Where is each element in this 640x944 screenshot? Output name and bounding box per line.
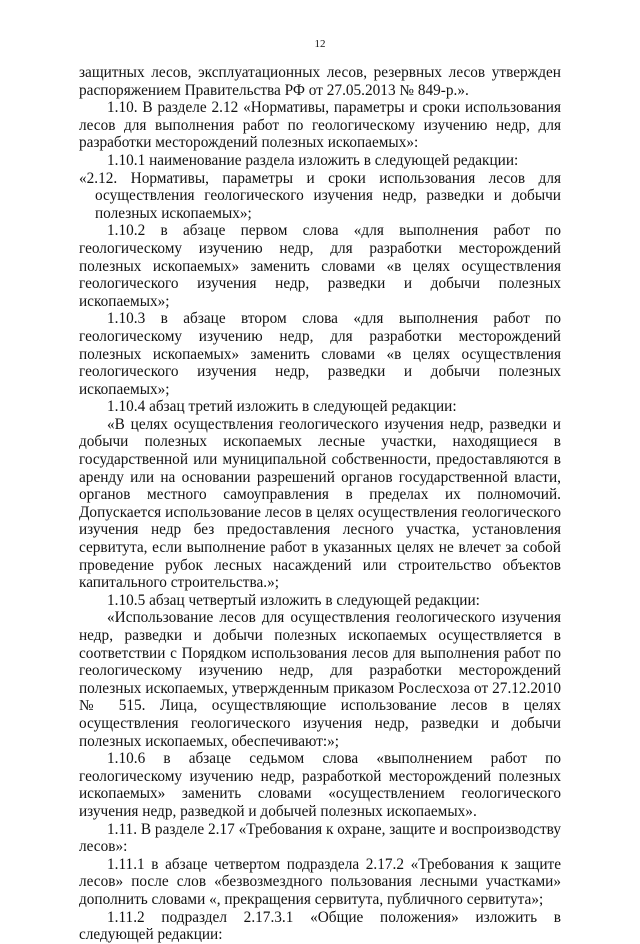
paragraph: 1.11.1 в абзаце четвертом подраздела 2.17.2 «Требования к защите лесов» после слов «безвозмездного пользования лесными участками» дополнить словами «, прекращения сервитута, публичного сервитута»;: [79, 855, 561, 908]
paragraph: 1.10.3 в абзаце втором слова «для выполнения работ по геологическому изучению недр, для разработки месторождений полезных ископаемых» заменить словами «в целях осуществления геологического изучения недр, разведки и добычи полезных ископаемых»;: [79, 310, 561, 398]
paragraph: «В целях осуществления геологического изучения недр, разведки и добычи полезных ископаемых лесные участки, находящиеся в государственной или муниципальной собственности, предоставляются в аренду или на основании разрешений органов государственной власти, органов местного самоуправления в пределах их полномочий. Допускается использование лесов в целях осуществления геологического изучения недр без предоставления лесного участка, установления сервитута, если выполнение работ в указанных целях не влечет за собой проведение рубок лесных насаждений или строительство объектов капитального строительства.»;: [79, 415, 561, 592]
paragraph: 1.10.6 в абзаце седьмом слова «выполнением работ по геологическому изучению недр, разработкой месторождений полезных ископаемых» заменить словами «осуществлением геологического изучения недр, разведкой и добычей полезных ископаемых».: [79, 750, 561, 820]
paragraph: «Использование лесов для осуществления геологического изучения недр, разведки и добычи полезных ископаемых осуществляется в соответствии с Порядком использования лесов для выполнения работ по геологическому изучению недр, для разработки месторождений полезных ископаемых, утвержденным приказом Рослесхоза от 27.12.2010 № 515. Лица, осуществляющие использование лесов в целях осуществления геологического изучения недр, разведки и добычи полезных ископаемых, обеспечивают:»;: [79, 609, 561, 750]
paragraph: 1.10. В разделе 2.12 «Нормативы, параметры и сроки использования лесов для выполнения работ по геологическому изучению недр, для разработки месторождений полезных ископаемых»:: [79, 99, 561, 152]
paragraph: 1.11.2 подраздел 2.17.3.1 «Общие положения» изложить в следующей редакции:: [79, 908, 561, 944]
paragraph: 1.10.1 наименование раздела изложить в следующей редакции:: [107, 151, 519, 169]
paragraph: 1.10.5 абзац четвертый изложить в следующей редакции:: [107, 591, 480, 609]
paragraph: защитных лесов, эксплуатационных лесов, резервных лесов утвержден распоряжением Правительства РФ от 27.05.2013 № 849-р.».: [79, 64, 561, 99]
document-body: [79, 64, 561, 944]
paragraph: «2.12. Нормативы, параметры и сроки использования лесов для осуществления геологического изучения недр, разведки и добычи полезных ископаемых»;: [79, 169, 561, 222]
paragraph: 1.10.2 в абзаце первом слова «для выполнения работ по геологическому изучению недр, для разработки месторождений полезных ископаемых» заменить словами «в целях осуществления геологического изучения недр, разведки и добычи полезных ископаемых»;: [79, 222, 561, 310]
page-number: 12: [314, 38, 326, 50]
paragraph: 1.10.4 абзац третий изложить в следующей редакции:: [107, 398, 457, 416]
paragraph: 1.11. В разделе 2.17 «Требования к охране, защите и воспроизводству лесов»:: [79, 820, 561, 856]
